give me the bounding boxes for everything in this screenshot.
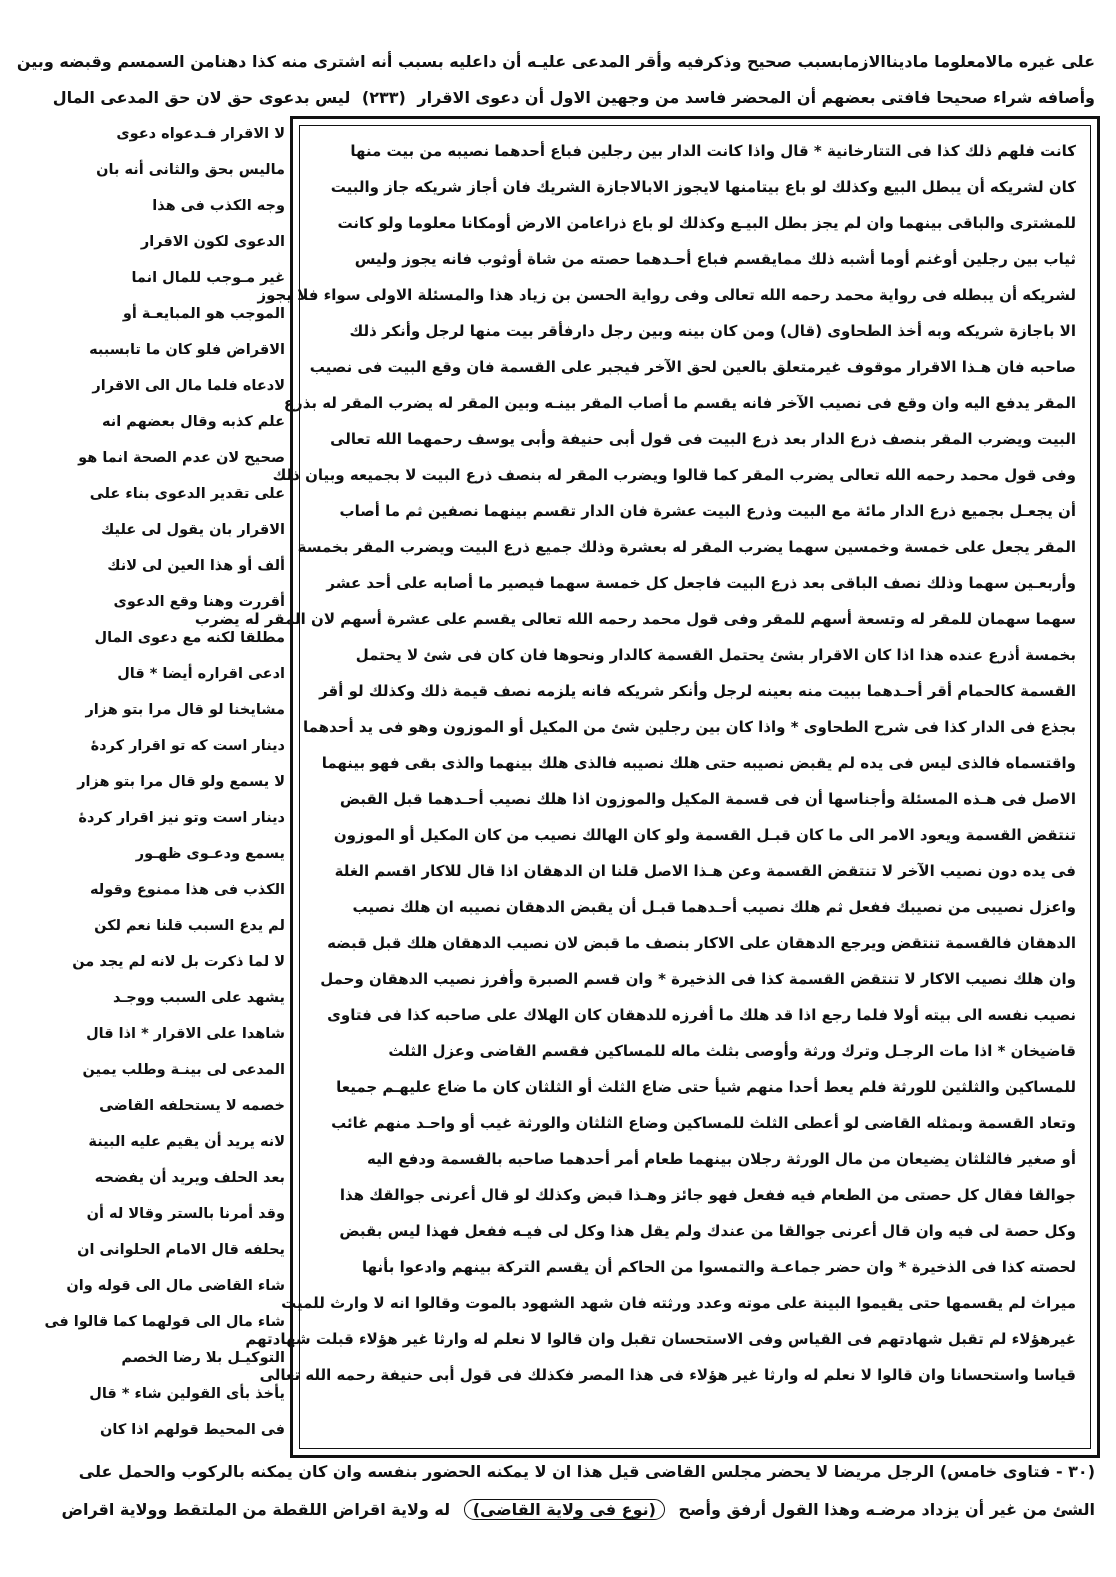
main-text-line: للمساكين والثلثين للورثة فلم يعط أحدا منهم شيأ حتى ضاع الثلث أو الثلثان كان ما ضاع عليهـم جميعا bbox=[336, 1078, 1076, 1096]
main-text-line: للمشترى والباقى بينهما وان لم يجز بطل البيـع وكذلك لو باع ذراعامن الارض أومكانا معلوما ولو كانت bbox=[337, 214, 1076, 232]
main-text-line: قاضيخان * اذا مات الرجـل وترك ورثة وأوصى بثلث ماله للمساكين فقسم القاضى وعزل الثلث bbox=[388, 1042, 1076, 1060]
margin-line: ادعى اقراره أيضا * قال bbox=[117, 666, 285, 682]
main-text-line: وان هلك نصيب الاكار لا تنتقض القسمة كذا فى الذخيرة * وان قسم الصبرة وأفرز نصيب الدهقان وحمل bbox=[320, 970, 1076, 988]
margin-line: الاقراض فلو كان ما تابسببه bbox=[89, 342, 285, 358]
main-text-line: أن يجعـل بجميع ذرع الدار مائة مع البيت وذرع البيت عشرة فان الدار تقسم بينهما نصفين ثم ما أصاب bbox=[339, 502, 1076, 520]
header-line-2-end: ليس بدعوى حق لان حق المدعى المال bbox=[52, 88, 351, 107]
main-text-line: سهما سهمان للمقر له وتسعة أسهم للمقر وفى قول محمد رحمه الله تعالى يقسم على عشرة أسهم لان المقر له يضرب bbox=[194, 610, 1076, 628]
margin-commentary bbox=[44, 116, 285, 1448]
main-text-line: القسمة كالحمام أقر أحـدهما ببيت منه بعينه لرجل وأنكر شريكه فانه يلزمه نصف قيمة ذلك وكذلك لو أقر bbox=[319, 682, 1076, 700]
margin-line: لادعاه فلما مال الى الاقرار bbox=[92, 378, 285, 394]
main-text-line: الدهقان فالقسمة تنتقض ويرجع الدهقان على الاكار بنصف ما قبض لان نصيب الدهقان هلك قبل قبضه bbox=[327, 934, 1076, 952]
main-text-line: كان لشريكه أن يبطل البيع وكذلك لو باع بيتامنها لايجوز الابالاجازة الشريك فان أجاز شريكه جاز والبيت bbox=[330, 178, 1076, 196]
footer-volume-mark: (٣٠ - فتاوى خامس) bbox=[939, 1462, 1095, 1481]
margin-line: الموجب هو المبايعـة أو bbox=[122, 306, 285, 322]
margin-line: ماليس بحق والثانى أنه بان bbox=[96, 162, 285, 178]
footer-line-1 bbox=[78, 1462, 1095, 1481]
section-title: (نوع فى ولاية القاضى) bbox=[464, 1499, 665, 1520]
main-text-line: واعزل نصيبى من نصيبك ففعل ثم هلك نصيب أحـدهما قبـل أن يقبض الدهقان نصيبه ان هلك نصيب bbox=[352, 898, 1076, 916]
margin-line: ألف أو هذا العين لى لانك bbox=[107, 558, 285, 574]
main-text-line: أو صغير فالثلثان يضيعان من مال الورثة رجلان بينهما طعام أمر أحدهما صاحبه بالقسمة ودفع اليه bbox=[367, 1150, 1076, 1168]
margin-line: فى المحيط قولهم اذا كان bbox=[100, 1422, 285, 1438]
margin-line: وجه الكذب فى هذا bbox=[152, 198, 285, 214]
margin-line: المدعى لى بينـة وطلب يمين bbox=[82, 1062, 285, 1078]
margin-line: على تقدير الدعوى بناء على bbox=[89, 486, 285, 502]
margin-line: لا لما ذكرت بل لانه لم يجد من bbox=[72, 954, 285, 970]
footer-line-2-end: له ولاية اقراض اللقطة من الملتقط وولاية اقراض bbox=[61, 1500, 451, 1519]
main-text-line: الاصل فى هـذه المسئلة وأجناسها أن فى قسمة المكيل والموزون اذا هلك نصيب أحـدهما قبل القبض bbox=[339, 790, 1076, 808]
margin-line: يشهد على السبب ووجـد bbox=[112, 990, 285, 1006]
margin-line: شاء مال الى قولهما كما قالوا فى bbox=[44, 1314, 285, 1330]
margin-line: يحلفه قال الامام الحلوانى ان bbox=[77, 1242, 285, 1258]
margin-line: بعد الحلف ويريد أن يفضحه bbox=[94, 1170, 285, 1186]
margin-line: وقد أمرنا بالستر وقالا له أن bbox=[86, 1206, 285, 1222]
margin-line: الدعوى لكون الاقرار bbox=[140, 234, 285, 250]
page-number: (٢٣٣) bbox=[361, 88, 406, 107]
main-text-line: وفى قول محمد رحمه الله تعالى يضرب المقر كما قالوا ويضرب المقر له بنصف ذرع البيت لا بجميعه وبيان ذلك bbox=[272, 466, 1076, 484]
main-text-line: المقر يدفع اليه وان وقع فى نصيب الآخر فانه يقسم ما أصاب المقر بينـه وبين المقر له يضرب المقر له بذرع bbox=[283, 394, 1076, 412]
header-line-1: على غيره مالامعلوما ماديناالازمابسبب صحيح وذكرفيه وأقر المدعى عليـه أن داعليه بسبب أنه اشترى منه كذا دهنامن السمسم وقبضه وبين bbox=[16, 52, 1095, 71]
margin-line: شاء القاضى مال الى قوله وان bbox=[66, 1278, 285, 1294]
main-text-line: وأربعـين سهما وذلك نصف الباقى بعد ذرع البيت فاجعل كل خمسة سهما فيصير ما أصابه على أحد عشر bbox=[326, 574, 1076, 592]
main-text-line: فى يده دون نصيب الآخر لا تنتقض القسمة وعن هـذا الاصل قلنا ان الدهقان اذا قال للاكار اقسم الغلة bbox=[334, 862, 1076, 880]
margin-line: خصمه لا يستحلفه القاضى bbox=[99, 1098, 285, 1114]
main-text-line: كانت فلهم ذلك كذا فى التتارخانية * قال واذا كانت الدار بين رجلين فباع أحدهما نصيبه من بيت منها bbox=[350, 142, 1076, 160]
main-text-line: وتعاد القسمة وبمثله القاضى لو أعطى الثلث للمساكين وضاع الثلثان والورثة غيب أو واحـد منهم غائب bbox=[331, 1114, 1076, 1132]
margin-line: مشايخنا لو قال مرا بتو هزار bbox=[85, 702, 285, 718]
margin-line: لم يدع السبب قلنا نعم لكن bbox=[94, 918, 285, 934]
main-text-line: المقر يجعل على خمسة وخمسين سهما يضرب المقر له بعشرة وذلك جميع ذرع البيت ويضرب المقر بخمسة bbox=[297, 538, 1076, 556]
main-text-line: البيت ويضرب المقر بنصف ذرع الدار بعد ذرع البيت فى قول أبى حنيفة وأبى يوسف رحمهما الله تعالى bbox=[330, 430, 1076, 448]
main-text-line: بجذع فى الدار كذا فى شرح الطحاوى * واذا كان بين رجلين شئ من المكيل أو الموزون وهو فى يد أحدهما bbox=[302, 718, 1076, 736]
main-text-line: الا باجازة شريكه وبه أخذ الطحاوى (قال) ومن كان بينه وبين رجل دارفأقر بيت منها لرجل وأنكر ذلك bbox=[349, 322, 1076, 340]
footer-line-1-text: الرجل مريضا لا يحضر مجلس القاضى قيل هذا ان لا يمكنه الحضور بنفسه وان كان يمكنه بالركوب والحمل على bbox=[78, 1462, 935, 1481]
margin-line: لا الاقرار فـدعواه دعوى bbox=[116, 126, 285, 142]
margin-line: أقررت وهنا وقع الدعوى bbox=[113, 594, 285, 610]
main-text-line: غيرهؤلاء لم تقبل شهادتهم فى القياس وفى الاستحسان تقبل وان قالوا لا نعلم له وارثا غير هؤلاء قبلت شهادتهم bbox=[245, 1330, 1076, 1348]
margin-line: الكذب فى هذا ممنوع وقوله bbox=[90, 882, 285, 898]
main-text-line: صاحبه فان هـذا الاقرار موقوف غيرمتعلق بالعين لحق الآخر فيجبر على القسمة فان وقع البيت فى نصيب bbox=[309, 358, 1076, 376]
main-text-line: ثياب بين رجلين أوغنم أوما أشبه ذلك ممايقسم فباع أحـدهما حصته من شاة أوثوب فانه يجوز وليس bbox=[354, 250, 1076, 268]
margin-line: لا يسمع ولو قال مرا بتو هزار bbox=[77, 774, 285, 790]
main-text-line: جوالقا فقال كل حصتى من الطعام فيه ففعل فهو جائز وهـذا قبض وكذلك لو قال أعرنى جوالقك هذا bbox=[339, 1186, 1076, 1204]
footer-line-2 bbox=[61, 1500, 1095, 1519]
header-line-2-text: وأصافه شراء صحيحا فافتى بعضهم أن المحضر فاسد من وجهين الاول أن دعوى الاقرار bbox=[417, 88, 1095, 107]
header-line-2 bbox=[52, 88, 1095, 107]
main-text-line: ميراث لم يقسمها حتى يقيموا البينة على موته وعدد ورثته فان شهد الشهود بالموت وقالوا انه لا وارث للميت bbox=[281, 1294, 1076, 1312]
margin-line: دينار است وتو نيز اقرار كردهٔ bbox=[78, 810, 285, 826]
main-text-line: واقتسماه فالذى ليس فى يده لم يقبض نصيبه حتى هلك نصيبه فالذى هلك بينهما والذى بقى فهو بينهما bbox=[321, 754, 1076, 772]
margin-line: يسمع ودعـوى ظهـور bbox=[135, 846, 285, 862]
footer-line-2-text: الشئ من غير أن يزداد مرضـه وهذا القول أرفق وأصح bbox=[678, 1500, 1095, 1519]
main-text-line: لشريكه أن يبطله فى رواية محمد رحمه الله تعالى وفى رواية الحسن بن زياد هذا والمسئلة الاولى سواء فلا يجوز bbox=[257, 286, 1076, 304]
margin-line: صحيح لان عدم الصحة انما هو bbox=[78, 450, 285, 466]
margin-line: غير مـوجب للمال انما bbox=[131, 270, 285, 286]
margin-line: دينار است كه تو اقرار كردهٔ bbox=[90, 738, 285, 754]
margin-line: شاهدا على الاقرار * اذا قال bbox=[86, 1026, 285, 1042]
margin-line: مطلقا لكنه مع دعوى المال bbox=[94, 630, 285, 646]
main-text-line: تنتقض القسمة ويعود الامر الى ما كان قبـل القسمة ولو كان الهالك نصيب من كان المكيل أو الموزون bbox=[333, 826, 1076, 844]
margin-line: لانه يريد أن يقيم عليه البينة bbox=[88, 1134, 285, 1150]
margin-line: يأخذ بأى القولين شاء * قال bbox=[89, 1386, 285, 1402]
main-text-line: قياسا واستحسانا وان قالوا لا نعلم له وارثا غير هؤلاء فى هذا المصر فكذلك فى قول أبى حنيفة رحمه الله تعالى bbox=[259, 1366, 1076, 1384]
margin-line: الاقرار بان يقول لى عليك bbox=[101, 522, 285, 538]
main-text-line: نصيب نفسه الى بيته أولا فلما رجع اذا قد هلك ما أفرزه للدهقان كان الهلاك على صاحبه كذا فى فتاوى bbox=[327, 1006, 1076, 1024]
main-text-line: لحصته كذا فى الذخيرة * وان حضر جماعـة والتمسوا من الحاكم أن يقسم التركة بينهم وادعوا بأنها bbox=[361, 1258, 1076, 1276]
main-text-line: وكل حصة لى فيه وان قال أعرنى جوالقا من عندك ولم يقل هذا وكل لى فيـه ففعل فهذا ليس بقبض bbox=[339, 1222, 1076, 1240]
margin-line: التوكيـل بلا رضا الخصم bbox=[121, 1350, 285, 1366]
margin-line: علم كذبه وقال بعضهم انه bbox=[101, 414, 285, 430]
main-text-line: بخمسة أذرع عنده هذا اذا كان الاقرار بشئ يحتمل القسمة كالدار ونحوها فان كان فى شئ لا يحتمل bbox=[355, 646, 1076, 664]
